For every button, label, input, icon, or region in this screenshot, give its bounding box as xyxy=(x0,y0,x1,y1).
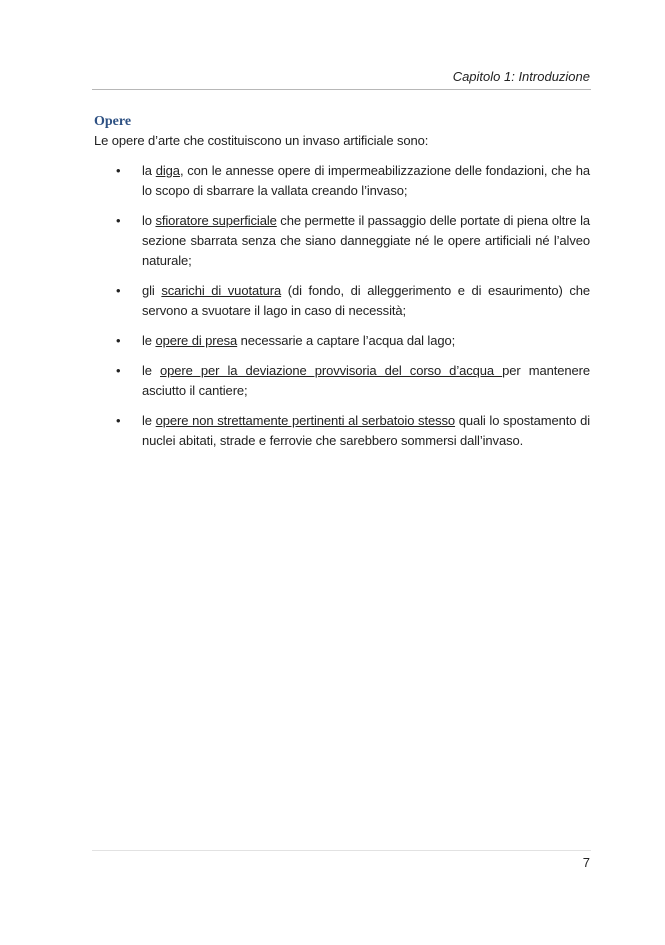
bullet-icon: • xyxy=(116,333,121,348)
bullet-icon: • xyxy=(116,413,121,428)
item-prefix: la xyxy=(142,163,156,178)
page-number: 7 xyxy=(582,855,590,870)
list-item xyxy=(94,361,590,401)
list-item xyxy=(94,161,590,201)
header-rule xyxy=(92,89,591,90)
list-item xyxy=(94,411,590,451)
footer-rule xyxy=(92,850,591,851)
intro-paragraph: Le opere d’arte che costituiscono un invaso artificiale sono: xyxy=(94,133,429,148)
item-text: per mantenere asciutto il cantiere; xyxy=(142,363,590,398)
bullet-icon: • xyxy=(116,363,121,378)
works-list xyxy=(94,161,590,451)
item-term: diga xyxy=(155,163,180,178)
list-item xyxy=(94,331,590,351)
item-text: quali lo spostamento di nuclei abitati, strade e ferrovie che sarebbero sommersi dall’invaso. xyxy=(142,413,590,448)
item-text: (di fondo, di alleggerimento e di esaurimento) che servono a svuotare il lago in caso di necessità; xyxy=(142,283,590,318)
item-prefix: lo xyxy=(142,213,156,228)
item-prefix: le xyxy=(142,333,156,348)
bullet-icon: • xyxy=(116,163,121,178)
bullet-icon: • xyxy=(116,213,121,228)
item-term: sfioratore superficiale xyxy=(155,213,277,228)
item-term: opere per la deviazione provvisoria del corso d’acqua xyxy=(160,363,503,378)
running-header: Capitolo 1: Introduzione xyxy=(452,69,590,84)
item-text: , con le annesse opere di impermeabilizzazione delle fondazioni, che ha lo scopo di sbarrare la vallata creando l’invaso; xyxy=(142,163,590,198)
item-prefix: gli xyxy=(142,283,162,298)
item-term: opere non strettamente pertinenti al serbatoio stesso xyxy=(155,413,456,428)
item-term: scarichi di vuotatura xyxy=(161,283,282,298)
item-text: necessarie a captare l’acqua dal lago; xyxy=(237,333,456,348)
bullet-icon: • xyxy=(116,283,121,298)
item-prefix: le xyxy=(142,363,161,378)
list-item xyxy=(94,211,590,271)
page-content xyxy=(94,113,590,461)
item-text: che permette il passaggio delle portate di piena oltre la sezione sbarrata senza che siano danneggiate né le opere artificiali né l’alveo naturale; xyxy=(142,213,590,268)
list-item xyxy=(94,281,590,321)
item-prefix: le xyxy=(142,413,156,428)
section-title: Opere xyxy=(94,114,132,129)
item-term: opere di presa xyxy=(155,333,238,348)
